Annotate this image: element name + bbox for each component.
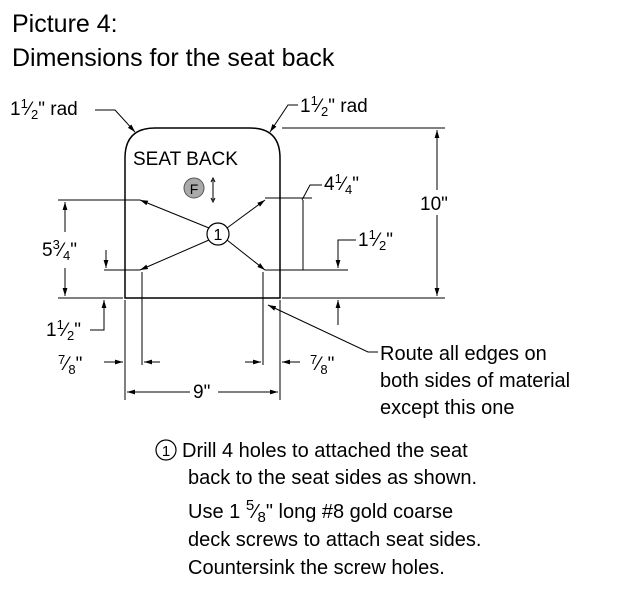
radius-left-label: $1^1⁄_2$" rad xyxy=(10,96,78,122)
instruction-line-2: back to the seat sides as shown. xyxy=(188,467,478,489)
route-note-line-2: both sides of material xyxy=(380,370,571,392)
title-line-1: Picture 4: xyxy=(12,10,118,38)
instruction-line-4: deck screws to attach seat sides. xyxy=(188,529,482,551)
hole-right-vertical-label: $1^1⁄_2$" xyxy=(358,227,393,253)
instruction-callout-number: 1 xyxy=(161,443,171,460)
hole-right-leader xyxy=(338,240,356,268)
grain-arrow-icon xyxy=(211,178,215,202)
inset-right-label: $^7⁄_8$" xyxy=(310,352,335,377)
hole-top-offset-label: $4^1⁄_4$" xyxy=(324,171,359,197)
route-note-line-1: Route all edges on xyxy=(380,343,547,365)
instruction-line-1: Drill 4 holes to attached the seat xyxy=(182,440,468,462)
hole-leader-top-right xyxy=(227,200,265,228)
face-marker-label: F xyxy=(189,181,199,197)
inset-left-label: $^7⁄_8$" xyxy=(58,352,83,377)
hole-bottom-offset-label: $1^1⁄_2$" xyxy=(46,317,81,343)
route-note-leader xyxy=(268,305,378,352)
radius-left-leader xyxy=(95,110,135,132)
route-note-line-3: except this one xyxy=(380,397,515,419)
hole-bottom-leader xyxy=(90,300,104,330)
instruction-line-5: Countersink the screw holes. xyxy=(188,557,445,579)
hole-leader-bottom-left xyxy=(140,240,209,270)
instruction-line-3: Use 1 $^5⁄_8$" long #8 gold coarse xyxy=(188,497,454,526)
hole-leader-bottom-right xyxy=(227,240,265,270)
hole-callout-number: 1 xyxy=(213,227,223,244)
height-label: 10" xyxy=(420,194,448,215)
title-line-2: Dimensions for the seat back xyxy=(12,44,335,72)
radius-right-label: $1^1⁄_2$" rad xyxy=(300,93,368,119)
hole-spacing-vertical-label: $5^3⁄_4$" xyxy=(42,237,77,263)
width-label: 9" xyxy=(193,382,211,403)
part-label: SEAT BACK xyxy=(133,149,238,170)
hole-leader-top-left xyxy=(140,200,209,228)
